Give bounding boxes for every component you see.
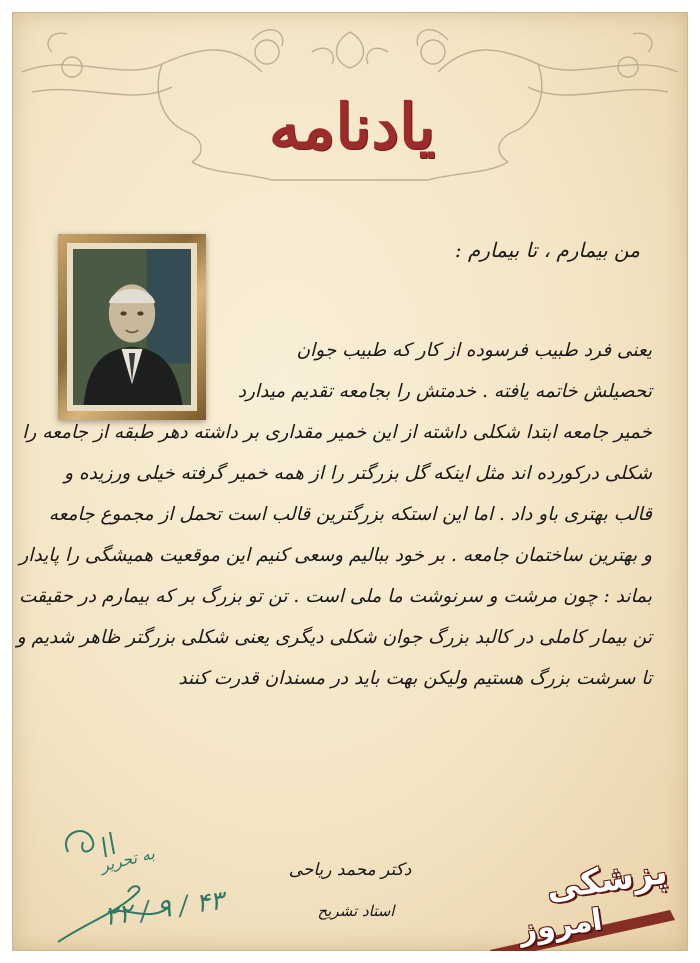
- letter-greeting: من بیمارم ، تا بیمارم :: [454, 238, 640, 262]
- letter-line: شکلی درکورده اند مثل اینکه گل بزرگتر را از همه خمیر گرفته خیلی ورزیده و: [64, 463, 652, 484]
- memorial-letter-sheet: [12, 12, 688, 951]
- watermark-logo-sub: امروز: [516, 902, 605, 949]
- watermark-logo-main: پزشکی: [544, 851, 671, 909]
- letter-body: [16, 330, 652, 699]
- marginal-signature-icon: [48, 812, 278, 951]
- page-title: یادنامه: [268, 90, 436, 163]
- letter-line: تا سرشت بزرگ هستیم ولیکن بهت باید در مسندان قدرت کنند: [178, 668, 652, 689]
- marginal-date: ۲۲ / ۹ / ۴۳: [102, 885, 226, 933]
- letter-line: خمیر جامعه ابتدا شکلی داشته از این خمیر مقداری بر داشته دهر طبقه از جامعه را: [22, 422, 652, 443]
- letter-line: تحصیلش خاتمه یافته . خدمتش را بجامعه تقدیم میدارد: [237, 381, 652, 402]
- letter-line: و بهترین ساختمان جامعه . بر خود ببالیم وسعی کنیم این موقعیت همیشگی را پایدار: [19, 545, 652, 566]
- letter-line: تن بیمار کاملی در کالبد بزرگ جوان شکلی دیگری یعنی شکلی بزرگتر ظاهر شدیم و: [16, 627, 652, 648]
- letter-line: یعنی فرد طبیب فرسوده از کار که طبیب جوان: [296, 340, 652, 361]
- marginal-note: به تحریر: [98, 843, 157, 876]
- signature-role: استاد تشریح: [317, 902, 395, 920]
- signature-name: دکتر محمد ریاحی: [288, 860, 412, 880]
- letter-line: بماند : چون مرشت و سرنوشت ما ملی است . تن تو بزرگ بر که بیمارم در حقیقت: [18, 586, 652, 607]
- letter-line: قالب بهتری باو داد . اما این استکه بزرگترین قالب است تحمل از مجموع جامعه: [48, 504, 652, 525]
